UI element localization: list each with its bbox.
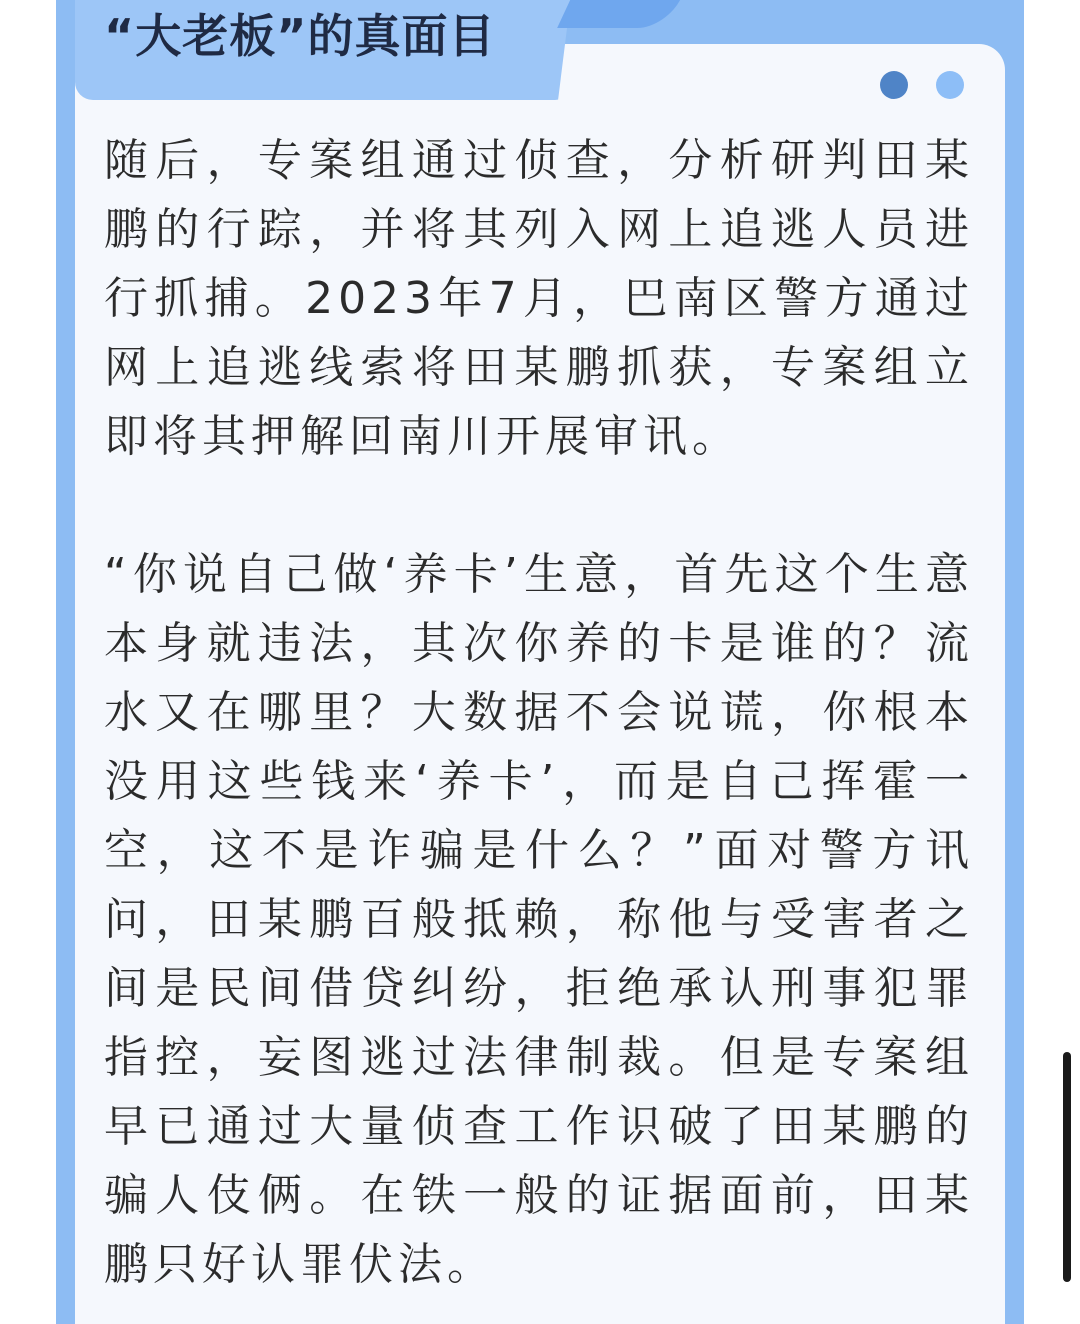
- dot-dark-icon: [880, 71, 908, 99]
- article-body: [104, 126, 974, 1299]
- section-title: “大老板”的真面目: [104, 9, 496, 63]
- scrollbar-thumb[interactable]: [1063, 1052, 1071, 1282]
- dot-light-icon: [936, 71, 964, 99]
- paragraph-2: “你说自己做‘养卡’生意，首先这个生意本身就违法，其次你养的卡是谁的？流水又在哪里？大数据不会说谎，你根本没用这些钱来‘养卡’，而是自己挥霍一空，这不是诈骗是什么？”面对警方讯问，田某鹏百般抵赖，称他与受害者之间是民间借贷纠纷，拒绝承认刑事犯罪指控，妄图逃过法律制裁。但是专案组早已通过大量侦查工作识破了田某鹏的骗人伎俩。在铁一般的证据面前，田某鹏只好认罪伏法。: [104, 549, 974, 1290]
- paragraph-1: 随后，专案组通过侦查，分析研判田某鹏的行踪，并将其列入网上追逃人员进行抓捕。2023年7月，巴南区警方通过网上追逃线索将田某鹏抓获，专案组立即将其押解回南川开展审讯。: [104, 135, 974, 462]
- decorative-dots: [880, 71, 966, 101]
